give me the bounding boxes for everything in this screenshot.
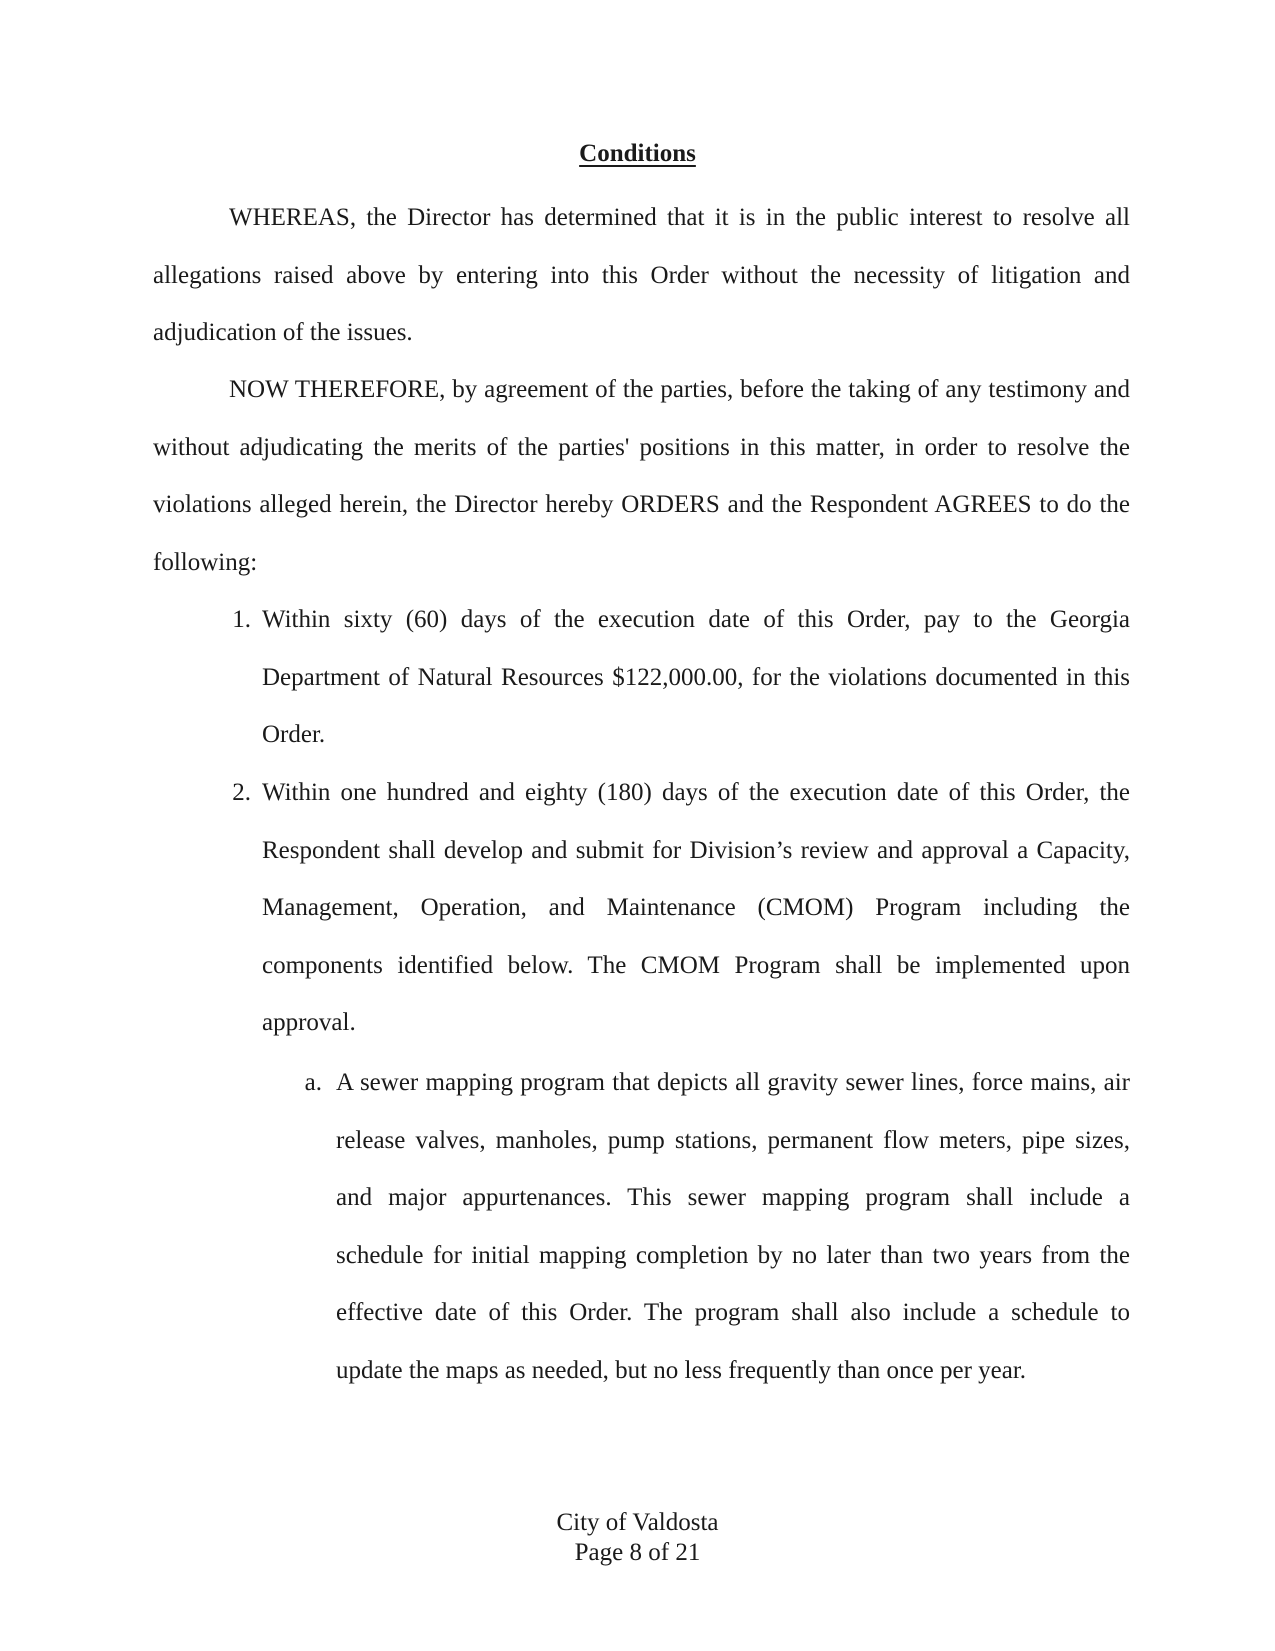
footer-entity: City of Valdosta [556,1509,719,1536]
item-text: Within sixty (60) days of the execution date of this Order, pay to the Georgia Department of Natural Resources $122,000.00, for the violations documented in this Order. [262,606,1130,748]
item-number: 1. [232,606,251,633]
order-item-1 [232,591,1130,764]
page-footer [0,1508,1275,1568]
section-heading: Conditions [579,140,696,167]
now-therefore-paragraph: NOW THEREFORE, by agreement of the parties, before the taking of any testimony and without adjudicating the merits of the parties' positions in this matter, in order to resolve the violations alleged herein, the Director hereby ORDERS and the Respondent AGREES to do the following: [153,376,1130,576]
item-text: Within one hundred and eighty (180) days of the execution date of this Order, the Respondent shall develop and submit for Division’s review and approval a Capacity, Management, Operation, and Maintenance (CMOM) Program including the components identified below. The CMOM Program shall be implemented upon approval. [262,779,1130,1036]
order-item-2 [232,764,1130,1052]
item-number: 2. [232,779,251,806]
subitem-text: A sewer mapping program that depicts all gravity sewer lines, force mains, air release valves, manholes, pump stations, permanent flow meters, pipe sizes, and major appurtenances. This sewer mapping program shall include a schedule for initial mapping completion by no later than two years from the effective date of this Order. The program shall also include a schedule to update the maps as needed, but no less frequently than once per year. [336,1069,1130,1384]
order-subitem-a [304,1054,1130,1399]
whereas-paragraph: WHEREAS, the Director has determined that it is in the public interest to resolve all allegations raised above by entering into this Order without the necessity of litigation and adjudication of the issues. [153,204,1130,346]
subitem-letter: a. [304,1069,322,1096]
footer-page-number: Page 8 of 21 [574,1539,701,1566]
